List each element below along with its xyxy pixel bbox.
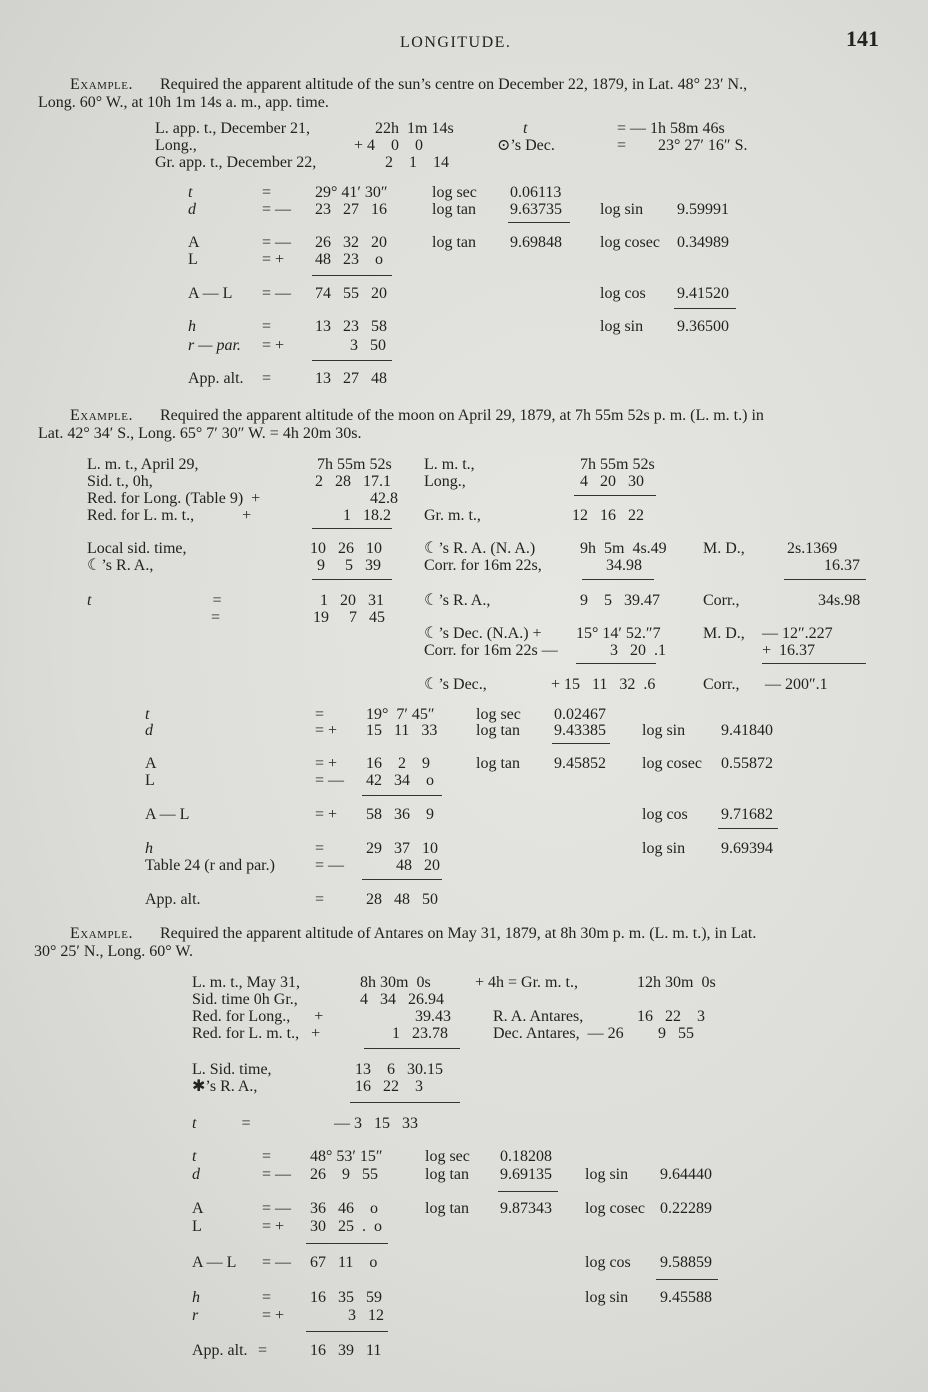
ex2-r3-eq: = — [315,772,345,789]
ex2-r2-f1: log tan [476,755,520,772]
ex2-r5-eq: = [315,840,325,857]
ex2-rule-m3 [576,663,656,664]
ex3-r5-eq: = [262,1289,272,1306]
ex2-rv-2: 34s.98 [818,592,861,609]
ex2-ml-1: Long., [424,473,466,490]
ex1-r4-f2: log cos [600,285,646,302]
ex3-r1-val: 26 9 55 [310,1166,378,1183]
ex3-r0-f1: log sec [425,1148,470,1165]
ex3-rule-l2 [350,1102,460,1103]
ex2-r7-label: App. alt. [145,891,201,908]
ex1-rule-2 [312,275,392,276]
ex3-ll-3: Red. for L. m. t., + [192,1025,321,1042]
ex1-rule-4 [312,360,392,361]
ex3-r4-val: 67 11 o [310,1254,378,1271]
ex3-label: Example. [70,925,133,942]
ex2-rule-l1 [312,528,392,529]
ex3-r2-v2: 0.22289 [660,1200,712,1217]
ex2-rule-3 [718,828,778,829]
ex3-r1-v1: 9.69135 [500,1166,552,1183]
ex2-r5-val: 29 37 10 [366,840,438,857]
ex2-r2-label: A [145,755,157,772]
ex2-r2-v2: 0.55872 [721,755,773,772]
ex3-r2-eq: = — [262,1200,292,1217]
ex1-r1-eq: = — [262,201,292,218]
ex3-rule-1 [498,1191,558,1192]
ex2-ll-1: Sid. t., 0h, [87,473,153,490]
ex1-r5-v2: 9.36500 [677,318,729,335]
ex2-r1-v2: 9.41840 [721,722,773,739]
ex2-rv-5: — 200″.1 [765,676,828,693]
ex3-lv-6: — 3 15 33 [334,1115,418,1132]
ex1-r6-val: 3 50 [350,337,386,354]
ex2-mv-8: + 15 11 32 .6 [551,676,656,693]
ex1-c2-0: 22h 1m 14s [375,120,454,137]
ex3-rule-3 [656,1279,718,1280]
ex2-r2-v1: 9.45852 [554,755,606,772]
ex2-lv-3: 1 18.2 [343,507,391,524]
ex2-r7-val: 28 48 50 [366,891,438,908]
ex3-r7-val: 16 39 11 [310,1342,382,1359]
ex3-lv-1: 4 34 26.94 [360,991,444,1008]
ex2-rv-4: + 16.37 [762,642,816,659]
ex1-c1-1: Long., [155,137,197,154]
ex2-rl-1: Corr., [703,592,740,609]
ex1-r7-eq: = [262,370,272,387]
ex2-r5-label: h [145,840,153,857]
ex1-r2-f1: log tan [432,234,476,251]
ex1-r4-eq: = — [262,285,292,302]
ex1-r1-val: 23 27 16 [315,201,387,218]
ex1-c4-0: = — 1h 58m 46s [617,120,725,137]
ex3-r4-f2: log cos [585,1254,631,1271]
ex3-r3-label: L [192,1218,202,1235]
ex3-r1-v2: 9.64440 [660,1166,712,1183]
ex1-r7-val: 13 27 48 [315,370,387,387]
ex3-r1-eq: = — [262,1166,292,1183]
ex1-r3-label: L [188,251,198,268]
ex2-r1-v1: 9.43385 [554,722,606,739]
ex2-mv-7: 3 20 .1 [610,642,666,659]
ex1-r2-val: 26 32 20 [315,234,387,251]
ex2-rule-l2 [312,579,392,580]
ex2-mv-6: 15° 14′ 52.″7 [576,625,661,642]
ex1-r1-v1: 9.63735 [510,201,562,218]
ex1-c2-1: + 4 0 0 [354,137,424,154]
ex2-mv-0: 7h 55m 52s [580,456,655,473]
ex3-lv-2: 39.43 [415,1008,451,1025]
ex3-lv-3: 1 23.78 [392,1025,448,1042]
ex3-rl-0: + 4h = Gr. m. t., [475,974,578,991]
ex1-r2-f2: log cosec [600,234,660,251]
ex3-r4-label: A — L [192,1254,237,1271]
ex3-r1-label: d [192,1166,200,1183]
ex1-c1-2: Gr. app. t., December 22, [155,154,317,171]
ex1-r2-v1: 9.69848 [510,234,562,251]
ex2-r6-label: Table 24 (r and par.) [145,857,275,874]
ex2-ll-3: Red. for L. m. t., + [87,507,252,524]
ex2-r0-f1: log sec [476,706,521,723]
ex2-lv-7: 19 7 45 [313,609,385,626]
ex1-r0-eq: = [262,184,272,201]
ex2-r0-v1: 0.02467 [554,706,606,723]
ex2-lv-4: 10 26 10 [310,540,382,557]
ex2-r7-eq: = [315,891,325,908]
ex2-r5-f2: log sin [642,840,686,857]
ex2-r3-label: L [145,772,155,789]
ex2-ml-5: ☾’s R. A., [424,592,491,609]
ex2-rule-m2 [582,579,654,580]
ex2-rule-r2 [762,663,866,664]
ex3-r4-v2: 9.58859 [660,1254,712,1271]
ex3-rv-0: 12h 30m 0s [637,974,716,991]
ex2-r2-eq: = + [315,755,338,772]
ex2-ml-7: Corr. for 16m 22s — [424,642,558,659]
ex2-lv-2: 42.8 [370,490,398,507]
ex2-lv-0: 7h 55m 52s [317,456,392,473]
ex1-r7-label: App. alt. [188,370,244,387]
ex1-r2-label: A [188,234,200,251]
ex2-rule-4 [362,879,442,880]
ex3-r0-v1: 0.18208 [500,1148,552,1165]
ex3-r2-val: 36 46 o [310,1200,378,1217]
ex1-r4-label: A — L [188,285,233,302]
ex2-ll-6: t = [87,592,223,609]
ex3-r3-eq: = + [262,1218,285,1235]
ex1-r1-f2: log sin [600,201,644,218]
ex2-r6-val: 48 20 [396,857,440,874]
ex1-r2-eq: = — [262,234,292,251]
ex1-r3-val: 48 23 o [315,251,383,268]
ex2-rl-3: Corr., [703,676,740,693]
ex3-r5-val: 16 35 59 [310,1289,382,1306]
ex1-r1-label: d [188,201,196,218]
ex3-r2-f2: log cosec [585,1200,645,1217]
ex2-intro-line1: Required the apparent altitude of the moon on April 29, 1879, at 7h 55m 52s p. m. (L. m. t.) in [160,407,764,424]
ex3-intro-line1: Required the apparent altitude of Antares on May 31, 1879, at 8h 30m p. m. (L. m. t.), in Lat. [160,925,757,942]
ex3-r5-label: h [192,1289,200,1306]
ex2-r3-val: 42 34 o [366,772,434,789]
ex2-r0-val: 19° 7′ 45″ [366,706,435,723]
ex2-rule-m1 [574,495,656,496]
ex1-label: Example. [70,76,133,93]
ex2-r4-val: 58 36 9 [366,806,434,823]
ex3-r4-eq: = — [262,1254,292,1271]
ex1-r0-v1: 0.06113 [510,184,562,201]
ex3-r7-eq: = [258,1342,268,1359]
ex2-rl-2: M. D., [703,625,745,642]
ex3-r1-f2: log sin [585,1166,629,1183]
ex1-r5-eq: = [262,318,272,335]
ex3-rule-4 [306,1331,388,1332]
ex3-rv-2: 9 55 [658,1025,694,1042]
ex3-ll-4: L. Sid. time, [192,1061,272,1078]
ex1-r0-f1: log sec [432,184,477,201]
ex3-rule-2 [306,1243,388,1244]
ex2-ll-7: = [87,609,221,626]
ex2-ll-5: ☾’s R. A., [87,557,154,574]
ex3-r2-f1: log tan [425,1200,469,1217]
ex1-r1-f1: log tan [432,201,476,218]
ex3-ll-6: t = [192,1115,252,1132]
ex2-rv-0: 2s.1369 [787,540,838,557]
ex3-intro-line2: 30° 25′ N., Long. 60° W. [34,943,193,960]
ex2-rule-2 [362,795,442,796]
ex2-ml-3: ☾’s R. A. (N. A.) [424,540,536,557]
ex3-ll-1: Sid. time 0h Gr., [192,991,298,1008]
ex1-r6-label: r — par. [188,337,241,354]
ex2-mv-4: 34.98 [606,557,642,574]
ex1-r0-val: 29° 41′ 30″ [315,184,388,201]
ex2-r0-eq: = [315,706,325,723]
ex3-rule-l1 [364,1048,460,1049]
ex2-rv-1: 16.37 [824,557,860,574]
ex2-r4-label: A — L [145,806,190,823]
ex3-r6-eq: = + [262,1307,285,1324]
ex1-c3-1: ⊙’s Dec. [497,137,555,154]
ex2-lv-5: 9 5 39 [317,557,381,574]
ex1-r3-eq: = + [262,251,285,268]
ex2-r4-f2: log cos [642,806,688,823]
ex2-ml-6: ☾’s Dec. (N.A.) + [424,625,542,642]
ex1-intro-line1: Required the apparent altitude of the sun’s centre on December 22, 1879, in Lat. 48° 23′ N., [160,76,748,93]
ex1-r0-label: t [188,184,193,201]
ex3-lv-5: 16 22 3 [355,1078,423,1095]
ex2-mv-3: 9h 5m 4s.49 [580,540,667,557]
ex2-r1-eq: = + [315,722,338,739]
ex1-c4-1: = 23° 27′ 16″ S. [617,137,748,154]
ex3-r5-f2: log sin [585,1289,629,1306]
ex2-ll-0: L. m. t., April 29, [87,456,199,473]
ex1-intro-line2: Long. 60° W., at 10h 1m 14s a. m., app. time. [38,94,329,111]
ex2-ml-8: ☾’s Dec., [424,676,487,693]
ex3-r6-label: r [192,1307,199,1324]
ex3-r5-v2: 9.45588 [660,1289,712,1306]
ex1-r6-eq: = + [262,337,285,354]
ex1-rule-3 [674,308,736,309]
ex2-r0-label: t [145,706,150,723]
ex3-r7-label: App. alt. [192,1342,248,1359]
ex3-r0-eq: = [262,1148,272,1165]
ex2-lv-1: 2 28 17.1 [315,473,391,490]
ex1-r5-val: 13 23 58 [315,318,387,335]
ex2-mv-2: 12 16 22 [572,507,644,524]
running-head: LONGITUDE. [400,34,512,51]
ex1-rule-1 [508,222,570,223]
ex3-r1-f1: log tan [425,1166,469,1183]
ex2-mv-1: 4 20 30 [580,473,644,490]
ex3-ll-5: ✱’s R. A., [192,1078,258,1095]
ex2-lv-6: 1 20 31 [320,592,384,609]
ex2-r4-eq: = + [315,806,338,823]
ex2-r1-val: 15 11 33 [366,722,438,739]
ex3-rl-1: R. A. Antares, [493,1008,584,1025]
ex1-r1-v2: 9.59991 [677,201,729,218]
ex2-r1-f1: log tan [476,722,520,739]
ex3-r0-label: t [192,1148,197,1165]
ex3-r6-val: 3 12 [348,1307,384,1324]
ex3-r3-val: 30 25 . o [310,1218,382,1235]
ex3-ll-0: L. m. t., May 31, [192,974,300,991]
ex2-r5-v2: 9.69394 [721,840,773,857]
ex3-lv-4: 13 6 30.15 [355,1061,443,1078]
ex2-intro-line2: Lat. 42° 34′ S., Long. 65° 7′ 30″ W. = 4h 20m 30s. [38,425,362,442]
ex2-ml-2: Gr. m. t., [424,507,481,524]
ex3-r2-v1: 9.87343 [500,1200,552,1217]
ex2-r2-f2: log cosec [642,755,702,772]
ex3-r0-val: 48° 53′ 15″ [310,1148,383,1165]
ex2-r1-label: d [145,722,153,739]
ex2-r1-f2: log sin [642,722,686,739]
ex2-ll-4: Local sid. time, [87,540,187,557]
ex2-rl-0: M. D., [703,540,745,557]
ex1-r4-v2: 9.41520 [677,285,729,302]
ex3-rv-1: 16 22 3 [637,1008,705,1025]
ex3-r2-label: A [192,1200,204,1217]
ex2-r2-val: 16 2 9 [366,755,430,772]
ex2-rule-1 [552,743,610,744]
ex2-rule-r1 [784,579,866,580]
ex2-ll-2: Red. for Long. (Table 9) + [87,490,261,507]
ex1-c2-2: 2 1 14 [385,154,449,171]
ex2-label: Example. [70,407,133,424]
ex1-r2-v2: 0.34989 [677,234,729,251]
ex2-ml-0: L. m. t., [424,456,475,473]
ex3-ll-2: Red. for Long., + [192,1008,324,1025]
ex1-r4-val: 74 55 20 [315,285,387,302]
ex2-rv-3: — 12″.227 [762,625,833,642]
page-number: 141 [846,26,879,51]
ex2-r6-eq: = — [315,857,345,874]
ex2-mv-5: 9 5 39.47 [580,592,660,609]
ex3-lv-0: 8h 30m 0s [360,974,431,991]
ex2-r4-v2: 9.71682 [721,806,773,823]
ex3-rl-2: Dec. Antares, — 26 [493,1025,624,1042]
ex1-r5-f2: log sin [600,318,644,335]
ex1-r5-label: h [188,318,196,335]
ex1-c1-0: L. app. t., December 21, [155,120,311,137]
ex1-c3-0: t [523,120,528,137]
ex2-ml-4: Corr. for 16m 22s, [424,557,542,574]
